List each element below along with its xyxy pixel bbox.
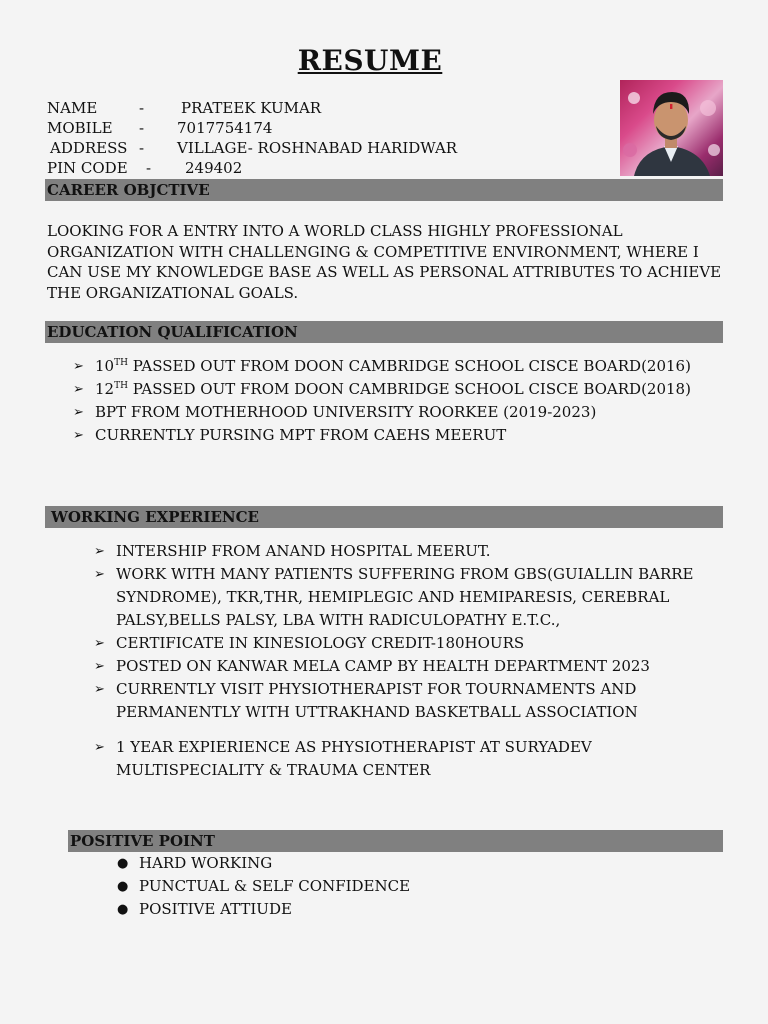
info-value: VILLAGE- ROSHNABAD HARIDWAR — [177, 139, 458, 157]
list-item: ➢ POSTED ON KANWAR MELA CAMP BY HEALTH DEPARTMENT 2023 — [116, 655, 696, 678]
resume-title: RESUME — [297, 44, 443, 77]
arrow-bullet-icon: ➢ — [94, 740, 105, 755]
list-item: ➢ 12TH PASSED OUT FROM DOON CAMBRIDGE SCHOOL CISCE BOARD(2018) — [95, 378, 715, 401]
info-label: ADDRESS — [50, 139, 128, 157]
list-item: ➢ 10TH PASSED OUT FROM DOON CAMBRIDGE SCHOOL CISCE BOARD(2016) — [95, 355, 715, 378]
list-item: ➢ BPT FROM MOTHERHOOD UNIVERSITY ROORKEE (2019-2023) — [95, 401, 715, 424]
education-list — [73, 355, 715, 447]
arrow-bullet-icon: ➢ — [94, 659, 105, 674]
info-label: NAME — [47, 99, 98, 117]
info-label: PIN CODE — [47, 159, 128, 177]
career-objective-text: LOOKING FOR A ENTRY INTO A WORLD CLASS HIGHLY PROFESSIONAL ORGANIZATION WITH CHALLENGING & COMPETITIVE ENVIRONMENT, WHERE I CAN USE MY KNOWLEDGE BASE AS WELL AS PERSONAL ATTRIBUTES TO ACHIEVE THE ORGANIZATIONAL GOALS. — [47, 222, 722, 302]
info-label: MOBILE — [47, 119, 113, 137]
arrow-bullet-icon: ➢ — [73, 428, 84, 443]
info-value: 7017754174 — [177, 119, 273, 137]
section-header-experience: WORKING EXPERIENCE — [45, 506, 723, 528]
list-item: ➢ CERTIFICATE IN KINESIOLOGY CREDIT-180HOURS — [116, 632, 696, 655]
info-value: 249402 — [185, 159, 243, 177]
list-item: ➢ CURRENTLY VISIT PHYSIOTHERAPIST FOR TOURNAMENTS AND PERMANENTLY WITH UTTRAKHAND BASKETBALL ASSOCIATION — [94, 680, 638, 721]
list-item: ➢ 1 YEAR EXPIERIENCE AS PHYSIOTHERAPIST AT SURYADEV MULTISPECIALITY & TRAUMA CENTER — [94, 738, 592, 779]
positive-list — [117, 852, 639, 921]
list-item: ● POSITIVE ATTIUDE — [139, 898, 639, 921]
list-item: ➢ WORK WITH MANY PATIENTS SUFFERING FROM GBS(GUIALLIN BARRE SYNDROME), TKR,THR, HEMIPLEGIC AND HEMIPARESIS, CEREBRAL PALSY,BELLS PALSY, LBA WITH RADICULOPATHY E.T.C., — [94, 565, 694, 629]
arrow-bullet-icon: ➢ — [94, 567, 105, 582]
info-sep: - — [139, 99, 145, 117]
dot-bullet-icon: ● — [117, 856, 129, 871]
arrow-bullet-icon: ➢ — [94, 544, 105, 559]
list-item: ➢ INTERSHIP FROM ANAND HOSPITAL MEERUT. — [116, 540, 696, 563]
section-header-positive: POSITIVE POINT — [68, 830, 723, 852]
arrow-bullet-icon: ➢ — [94, 682, 105, 697]
arrow-bullet-icon: ➢ — [73, 359, 84, 374]
list-item: ● PUNCTUAL & SELF CONFIDENCE — [139, 875, 639, 898]
arrow-bullet-icon: ➢ — [73, 382, 84, 397]
info-sep: - — [146, 159, 152, 177]
info-value: PRATEEK KUMAR — [181, 99, 322, 117]
section-header-career: CAREER OBJCTIVE — [45, 179, 723, 201]
info-sep: - — [139, 119, 145, 137]
dot-bullet-icon: ● — [117, 879, 129, 894]
dot-bullet-icon: ● — [117, 902, 129, 917]
profile-photo — [620, 80, 723, 176]
list-item: ➢ CURRENTLY PURSING MPT FROM CAEHS MEERUT — [95, 424, 715, 447]
profile-photo-art — [620, 80, 723, 176]
info-sep: - — [139, 139, 145, 157]
experience-list — [94, 540, 696, 782]
section-header-education: EDUCATION QUALIFICATION — [45, 321, 723, 343]
list-item: ● HARD WORKING — [139, 852, 639, 875]
arrow-bullet-icon: ➢ — [73, 405, 84, 420]
arrow-bullet-icon: ➢ — [94, 636, 105, 651]
